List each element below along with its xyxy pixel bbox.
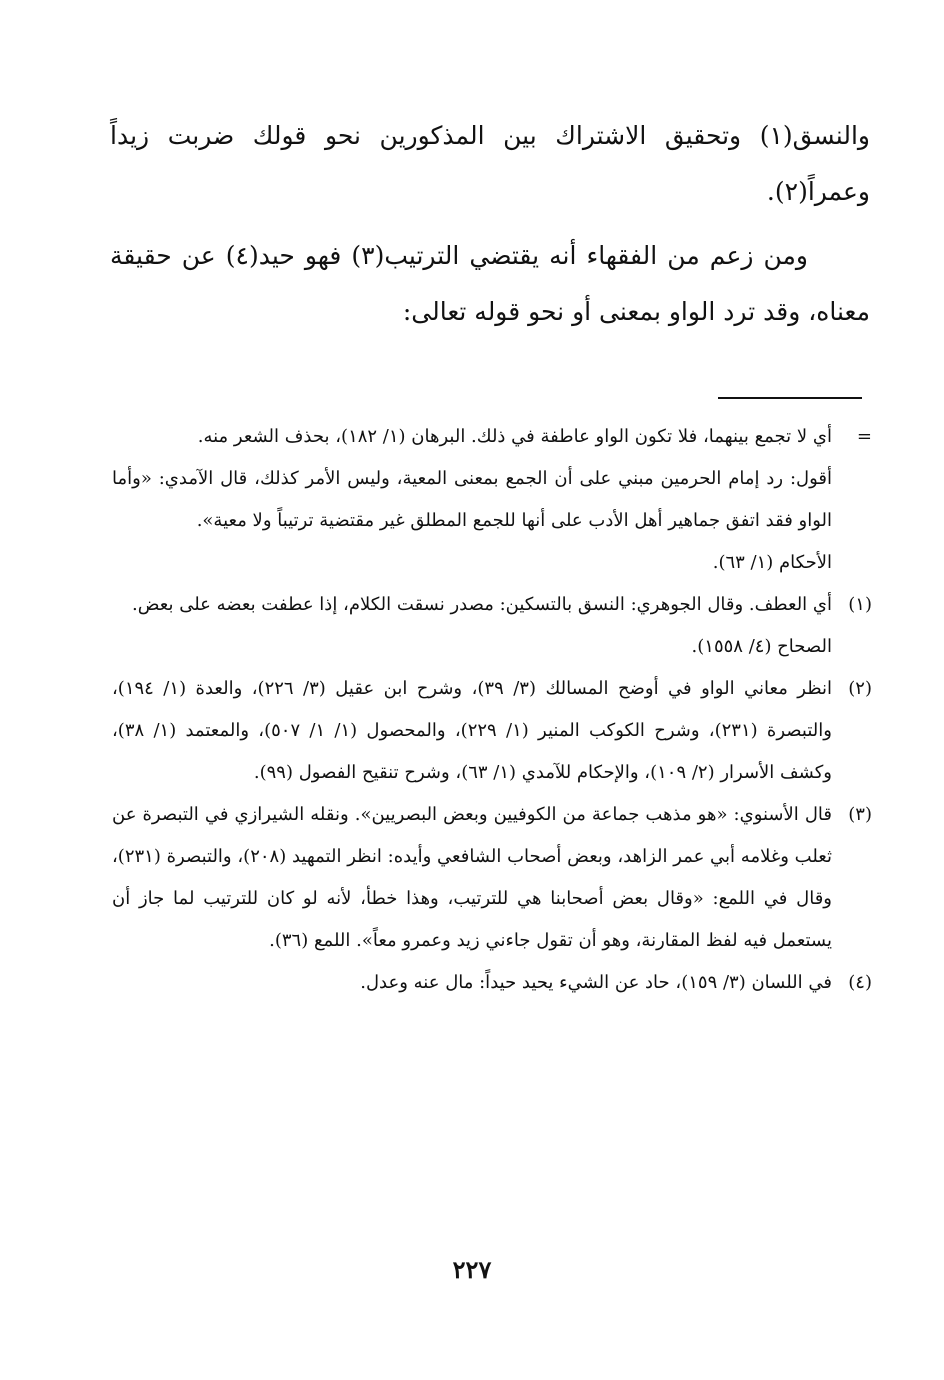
main-text xyxy=(110,228,870,340)
footnote-text: انظر معاني الواو في أوضح المسالك (٣/ ٣٩)، وشرح ابن عقيل (٣/ ٢٢٦)، والعدة (١/ ١٩٤)، والتبصرة (٢٣١)، وشرح الكوكب المنير (١/ ٢٢٩)، والمحصول (١/ ١/ ٥٠٧)، والمعتمد (١/ ٣٨)، وكشف الأسرار (٢/ ١٠٩)، والإحكام للآمدي (١/ ٦٣)، وشرح تنقيح الفصول (٩٩). xyxy=(112,678,833,783)
footnote-2 xyxy=(112,668,872,794)
page-number: ٢٢٧ xyxy=(452,1255,492,1284)
footnotes xyxy=(112,416,872,1004)
footnote-text: الأحكام (١/ ٦٣). xyxy=(712,552,832,573)
footnote-text: في اللسان (٣/ ١٥٩)، حاد عن الشيء يحيد حيداً: مال عنه وعدل. xyxy=(360,972,832,993)
main-paragraph: ومن زعم من الفقهاء أنه يقتضي الترتيب(٣) فهو حيد(٤) عن حقيقة معناه، وقد ترد الواو بمعنى أو نحو قوله تعالى: xyxy=(110,241,870,326)
footnote-marker: (٤) xyxy=(848,972,872,993)
footnote-text: قال الأسنوي: «هو مذهب جماعة من الكوفيين وبعض البصريين». ونقله الشيرازي في التبصرة عن ثعلب وغلامه أبي عمر الزاهد، وبعض أصحاب الشافعي وأيده: انظر التمهيد (٢٠٨)، والتبصرة (٢٣١)، وقال في اللمع: «وقال بعض أصحابنا هي للترتيب، وهذا خطأ، لأنه لو كان للترتيب لما جاز أن يستعمل فيه لفظ المقارنة، وهو أن تقول جاءني زيد وعمرو معاً». اللمع (٣٦). xyxy=(112,804,832,951)
footnote-marker: (١) xyxy=(848,594,872,615)
footnote-marker: = xyxy=(856,426,872,447)
footnote-separator xyxy=(718,397,862,399)
footnote-continuation xyxy=(112,416,872,584)
footnote-text: أقول: رد إمام الحرمين مبني على أن الجمع بمعنى المعية، وليس الأمر كذلك، قال الآمدي: «وأما الواو فقد اتفق جماهير أهل الأدب على أنها للجمع المطلق غير مقتضية ترتيباً ولا معية». xyxy=(112,468,832,531)
footnote-marker: (٣) xyxy=(848,804,872,825)
main-paragraph: والنسق(١) وتحقيق الاشتراك بين المذكورين نحو قولك ضربت زيداً وعمراً(٢). xyxy=(110,121,870,206)
footnote-4 xyxy=(112,962,872,1004)
footnote-3 xyxy=(112,794,872,962)
footnote-marker: (٢) xyxy=(848,678,872,699)
footnote-1 xyxy=(112,584,872,668)
main-text xyxy=(110,108,870,220)
footnote-text: الصحاح (٤/ ١٥٥٨). xyxy=(691,636,832,657)
footnote-text: أي لا تجمع بينهما، فلا تكون الواو عاطفة في ذلك. البرهان (١/ ١٨٢)، بحذف الشعر منه. xyxy=(197,426,832,447)
footnote-text: أي العطف. وقال الجوهري: النسق بالتسكين: مصدر نسقت الكلام، إذا عطفت بعضه على بعض. xyxy=(132,594,832,615)
